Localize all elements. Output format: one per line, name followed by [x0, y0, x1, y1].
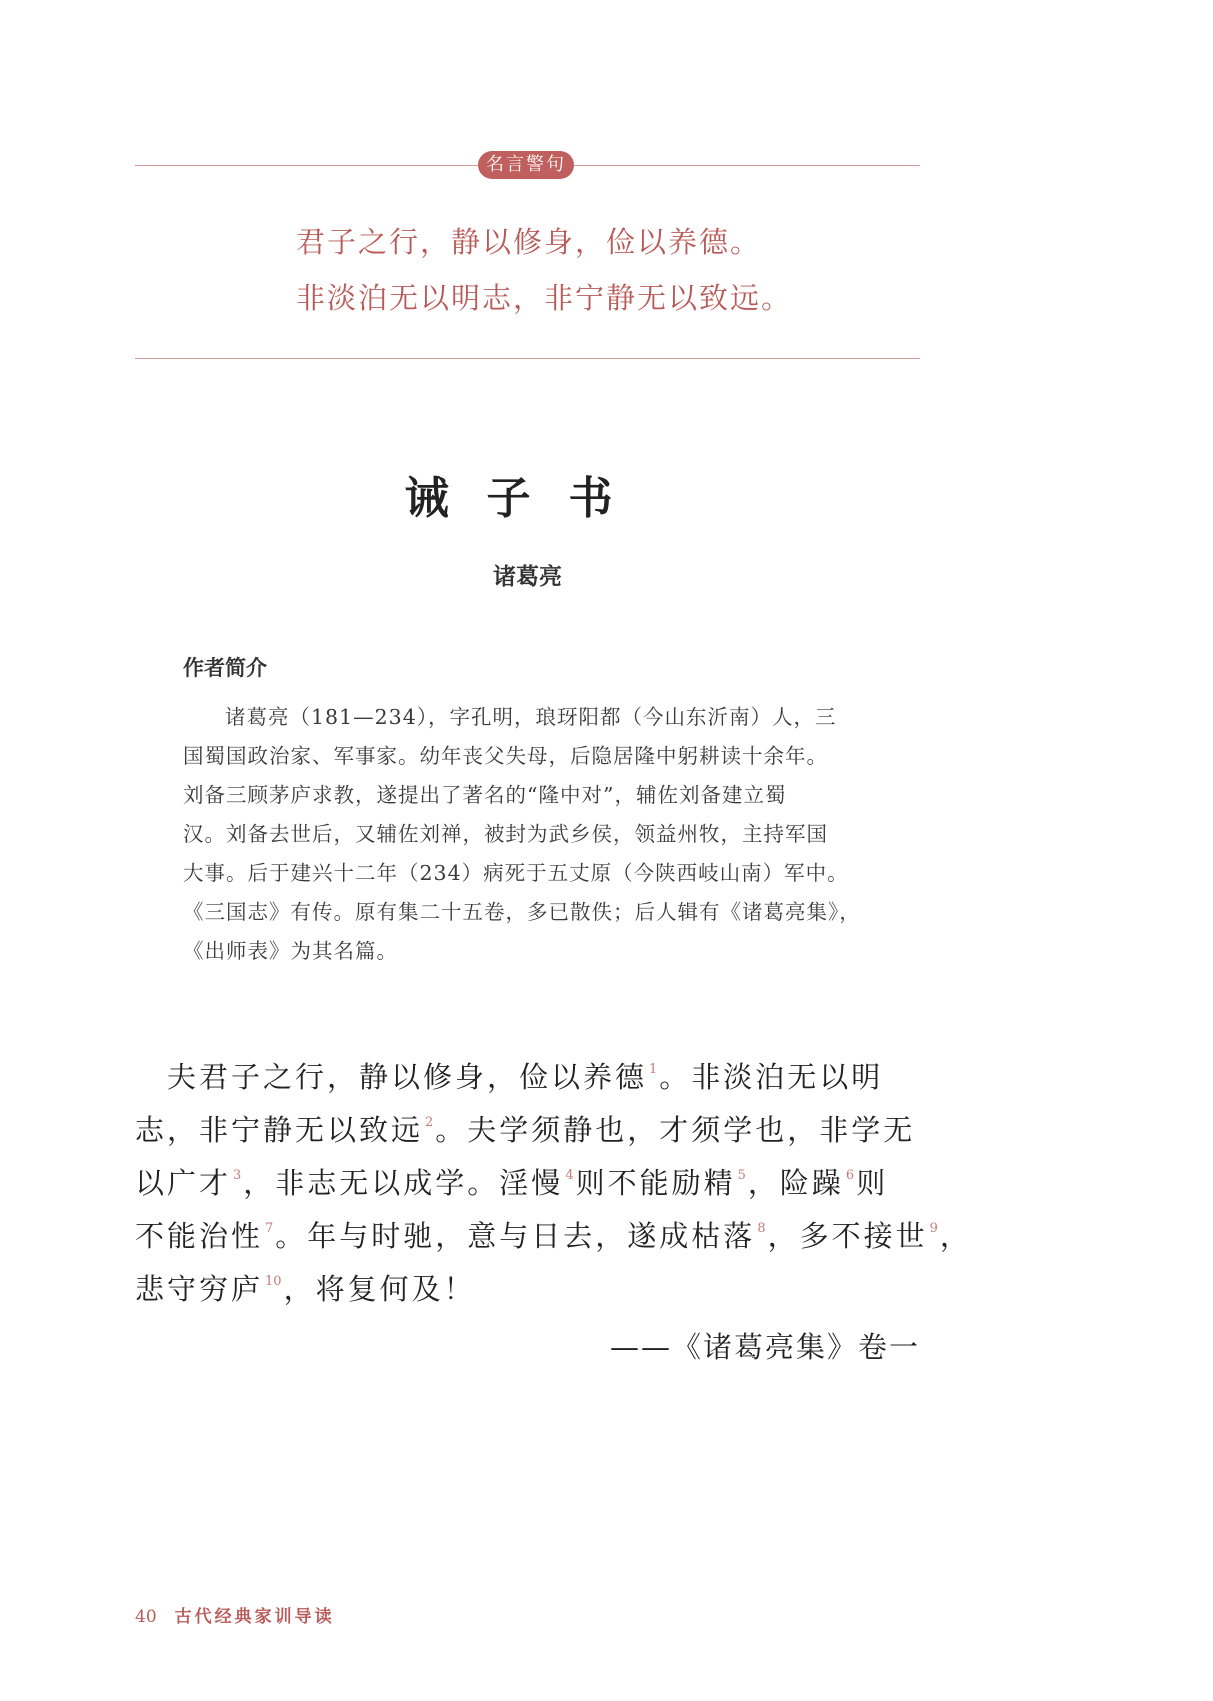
- footnote-ref: 10: [265, 1274, 282, 1289]
- intro-heading: 作者简介: [183, 655, 267, 680]
- intro-line: 诸葛亮（181—234），字孔明，琅玡阳都（今山东沂南）人，三: [225, 705, 837, 729]
- footnote-ref: 1: [649, 1062, 658, 1077]
- footnote-ref: 5: [737, 1168, 746, 1183]
- footnote-ref: 4: [565, 1168, 574, 1183]
- footnote-ref: 3: [233, 1168, 242, 1183]
- intro-line: 国蜀国政治家、军事家。幼年丧父失母，后隐居隆中躬耕读十余年。: [183, 744, 828, 768]
- author-name: 诸葛亮: [493, 563, 562, 590]
- text-line-2: 志，非宁静无以致远 $^2$。夫学须静也，才须学也，非学无: [135, 1113, 916, 1147]
- source-citation: ——《诸葛亮集》卷一: [609, 1330, 920, 1364]
- page-title: 诫子书: [404, 473, 651, 524]
- footnote-ref: 2: [425, 1115, 434, 1130]
- page-footer: [135, 1602, 335, 1627]
- intro-line: 汉。刘备去世后，又辅佐刘禅，被封为武乡侯，领益州牧，主持军国: [183, 822, 828, 846]
- footnote-ref: 7: [265, 1221, 274, 1236]
- footnote-ref: 8: [757, 1221, 766, 1236]
- maxim-line-2: 非淡泊无以明志，非宁静无以致远。: [296, 281, 793, 315]
- intro-line: 《三国志》有传。原有集二十五卷，多已散佚；后人辑有《诸葛亮集》，: [183, 900, 861, 924]
- intro-line: 刘备三顾茅庐求教，遂提出了著名的“隆中对”，辅佐刘备建立蜀: [183, 783, 787, 807]
- footnote-ref: 6: [845, 1168, 855, 1183]
- maxim-bottom-rule: [135, 358, 920, 359]
- text-line-3: 以广才 $^3$，非志无以成学。淫慢 $^4$则不能励精 $^5$，险躁 $^6$则: [135, 1166, 889, 1200]
- book-title: 古代经典家训导读: [174, 1607, 335, 1627]
- text-line-5: 悲守穷庐 $^{10}$，将复何及！: [135, 1272, 476, 1306]
- maxim-badge: 名言警句: [478, 151, 574, 179]
- intro-line: 《出师表》为其名篇。: [183, 939, 398, 963]
- text-line-1: 夫君子之行，静以修身，俭以养德 $^1$。非淡泊无以明: [135, 1060, 884, 1094]
- intro-line: 大事。后于建兴十二年（234）病死于五丈原（今陕西岐山南）军中。: [183, 861, 849, 885]
- footnote-ref: 9: [929, 1221, 938, 1236]
- page-number: 40: [135, 1607, 157, 1627]
- maxim-line-1: 君子之行，静以修身，俭以养德。: [296, 225, 762, 259]
- text-line-4: 不能治性 $^7$。年与时驰，意与日去，遂成枯落 $^8$，多不接世 $^9$，: [135, 1219, 972, 1253]
